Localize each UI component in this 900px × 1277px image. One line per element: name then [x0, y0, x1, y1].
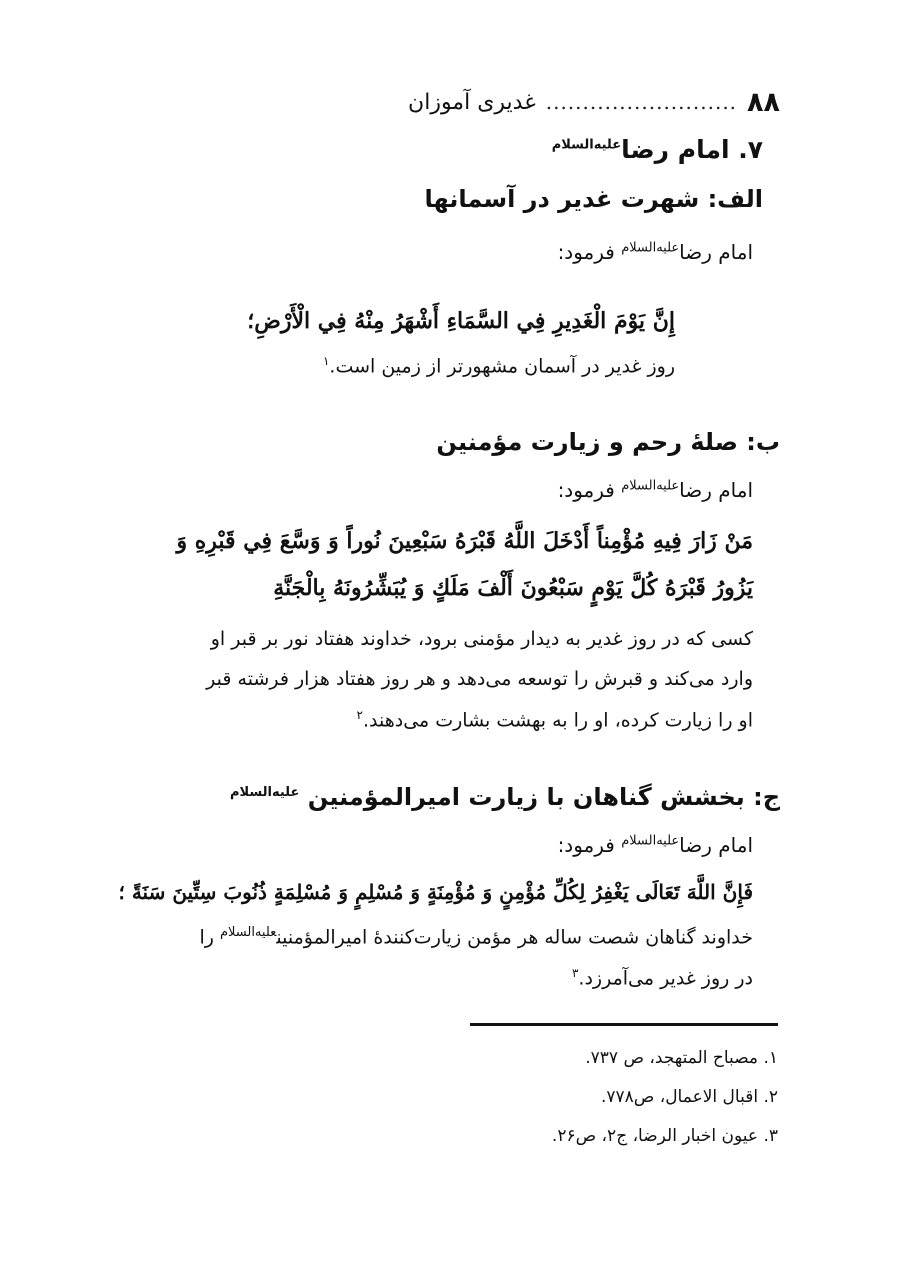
honorific-glyph: علیه‌السلام	[219, 925, 277, 940]
book-title: غدیری آموزان	[408, 89, 536, 115]
part-b-translation-line-2: وارد می‌کند و قبرش را توسعه می‌دهد و هر روز هفتاد هزار فرشته قبر	[206, 668, 753, 690]
honorific-glyph: علیه‌السلام	[621, 833, 680, 849]
honorific-glyph: علیه‌السلام	[621, 240, 680, 256]
part-a-heading: الف: شهرت غدیر در آسمانها	[424, 185, 763, 213]
part-b-heading: ب: صلهٔ رحم و زیارت مؤمنین	[436, 428, 780, 456]
footnote-divider	[470, 1023, 778, 1026]
page-number: ۸۸	[747, 86, 780, 118]
page-header	[120, 82, 780, 122]
honorific-glyph: علیه‌السلام	[551, 137, 622, 153]
footnote-2: ۲. اقبال الاعمال، ص۷۷۸.	[600, 1087, 778, 1107]
translation-text: در روز غدیر می‌آمرزد.	[578, 967, 753, 990]
footnote-ref[interactable]: ۱	[322, 354, 330, 368]
part-a-arabic-quote: إِنَّ يَوْمَ الْغَدِيرِ فِي السَّمَاءِ أَشْهَرُ مِنْهُ فِي الْأَرْضِ؛	[247, 308, 675, 334]
attribution-name: امام رضا	[679, 478, 753, 502]
part-c-arabic-quote: فَإِنَّ اللَّهَ تَعَالَى يَغْفِرُ لِكُلِّ مُؤْمِنٍ وَ مُؤْمِنَةٍ وَ مُسْلِمٍ وَ مُسْلِمَةٍ ذُنُوبَ سِتِّينَ سَنَةً ؛	[118, 880, 753, 904]
part-c-translation-line-1	[199, 925, 753, 948]
translation-text: روز غدیر در آسمان مشهورتر از زمین است.	[329, 355, 675, 378]
part-a-attribution	[558, 240, 753, 264]
part-c-translation-line-2	[572, 966, 753, 989]
honorific-glyph: علیه‌السلام	[621, 478, 680, 494]
header-dots: ..........................	[545, 90, 738, 114]
footnote-1: ۱. مصباح المتهجد، ص ۷۳۷.	[585, 1048, 778, 1068]
translation-text: را	[199, 926, 214, 949]
attribution-name: امام رضا	[679, 833, 753, 857]
attribution-verb: فرمود:	[557, 240, 615, 264]
footnote-ref[interactable]: ۲	[356, 708, 363, 722]
part-b-translation-line-1: کسی که در روز غدیر به دیدار مؤمنی برود، خداوند هفتاد نور بر قبر او	[210, 628, 753, 650]
part-c-heading	[230, 783, 780, 811]
footnote-3: ۳. عیون اخبار الرضا، ج۲، ص۲۶.	[551, 1126, 778, 1146]
section-title-text: ۷. امام رضا	[621, 135, 763, 164]
part-b-attribution	[558, 478, 753, 502]
part-c-attribution	[558, 833, 753, 857]
attribution-name: امام رضا	[679, 240, 753, 264]
part-a-translation	[323, 354, 675, 377]
attribution-verb: فرمود:	[557, 478, 615, 502]
heading-text: ج: بخشش گناهان با زیارت امیرالمؤمنین	[307, 783, 780, 811]
attribution-verb: فرمود:	[557, 833, 615, 857]
footnote-ref[interactable]: ۳	[571, 966, 579, 980]
part-b-translation-line-3	[357, 708, 753, 731]
part-b-arabic-line-2: يَزُورُ قَبْرَهُ كُلَّ يَوْمٍ سَبْعُونَ أَلْفَ مَلَكٍ وَ يُبَشِّرُونَهُ بِالْجَنَّةِ	[273, 575, 753, 601]
translation-text: او را زیارت کرده، او را به بهشت بشارت می‌دهند.	[362, 709, 753, 732]
translation-text: خداوند گناهان شصت ساله هر مؤمن زیارت‌کنندهٔ امیرالمؤمنین	[276, 926, 753, 949]
honorific-glyph: علیه‌السلام	[230, 785, 300, 800]
section-title	[552, 135, 763, 164]
part-b-arabic-line-1: مَنْ زَارَ فِيهِ مُؤْمِناً أَدْخَلَ اللَّهُ قَبْرَهُ سَبْعِينَ نُوراً وَ وَسَّعَ فِي قَبْرِهِ وَ	[176, 528, 753, 554]
